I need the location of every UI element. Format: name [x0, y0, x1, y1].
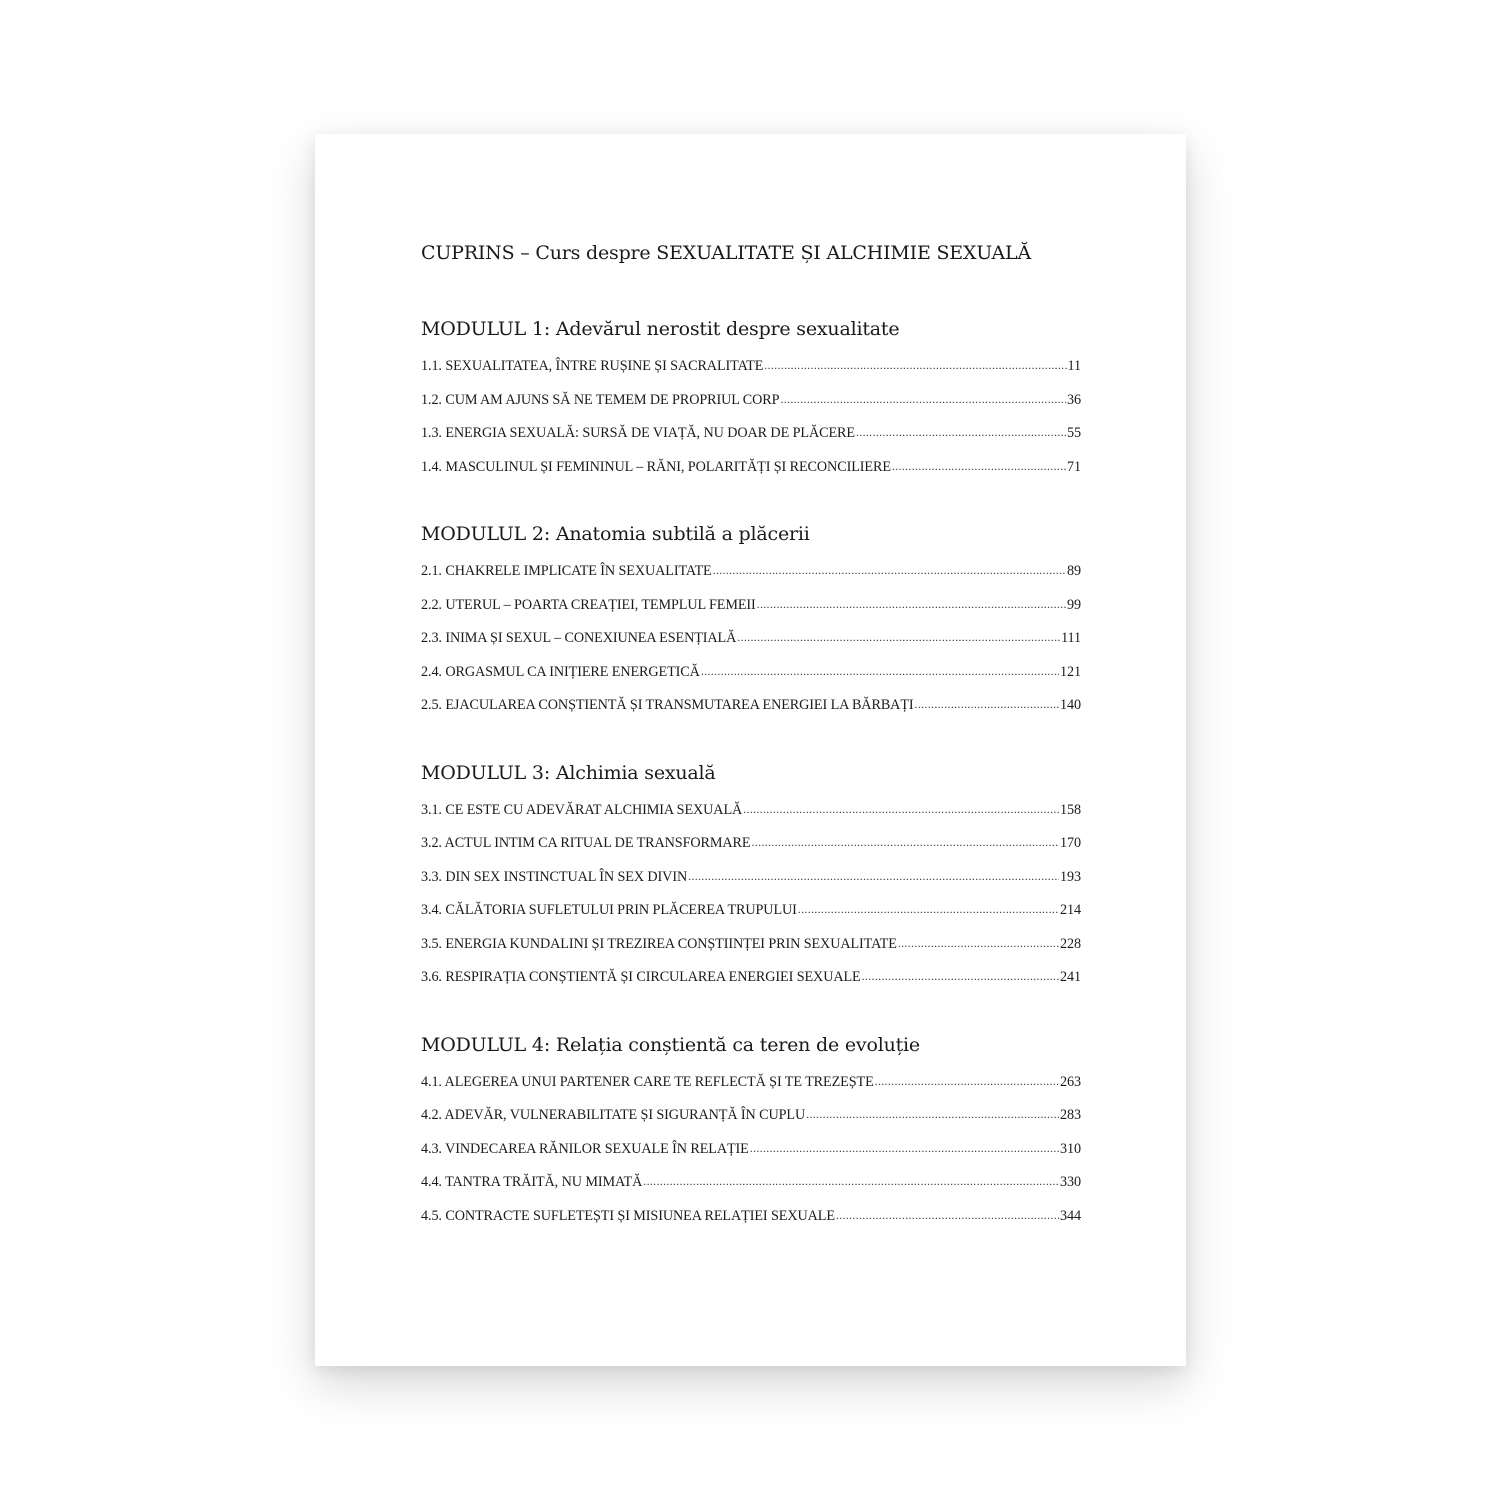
toc-entry[interactable] [421, 902, 1081, 936]
dot-leader [751, 835, 1059, 850]
toc-entry[interactable] [421, 563, 1081, 597]
toc-entry[interactable] [421, 1141, 1081, 1175]
toc-entry-label: 2.2. UTERUL – POARTA CREAȚIEI, TEMPLUL FEMEII [421, 596, 756, 613]
dot-leader [836, 1208, 1059, 1223]
toc-entry-page-number: 344 [1060, 1207, 1081, 1224]
module-title: MODULUL 2: Anatomia subtilă a plăcerii [421, 523, 810, 545]
toc-entry-page-number: 99 [1067, 596, 1081, 613]
toc-entry-label: 3.5. ENERGIA KUNDALINI ȘI TREZIREA CONȘTIINȚEI PRIN SEXUALITATE [421, 935, 897, 952]
toc-entry-label: 3.1. CE ESTE CU ADEVĂRAT ALCHIMIA SEXUALĂ [421, 801, 743, 818]
toc-entry[interactable] [421, 664, 1081, 698]
module-title: MODULUL 1: Adevărul nerostit despre sexualitate [421, 318, 900, 340]
toc-entry-label: 4.5. CONTRACTE SUFLETEȘTI ȘI MISIUNEA RELAȚIEI SEXUALE [421, 1207, 835, 1224]
toc-entry-label: 2.3. INIMA ȘI SEXUL – CONEXIUNEA ESENȚIALĂ [421, 630, 737, 646]
table-of-contents [421, 238, 1081, 1241]
toc-entry-page-number: 158 [1060, 801, 1081, 818]
toc-entry[interactable] [421, 1107, 1081, 1141]
module-section [421, 758, 1081, 1003]
toc-entry-page-number: 170 [1060, 835, 1081, 851]
dot-leader [898, 936, 1059, 951]
document-page [315, 134, 1186, 1366]
toc-entry[interactable] [421, 969, 1081, 1003]
toc-entry[interactable] [421, 1074, 1081, 1108]
dot-leader [743, 802, 1059, 817]
toc-entry[interactable] [421, 392, 1081, 426]
module-entries [421, 358, 1081, 492]
toc-entry-label: 2.1. CHAKRELE IMPLICATE ÎN SEXUALITATE [421, 563, 712, 579]
toc-entry-page-number: 241 [1060, 969, 1081, 985]
toc-entry-label: 4.3. VINDECAREA RĂNILOR SEXUALE ÎN RELAȚIE [421, 1140, 749, 1157]
dot-leader [701, 664, 1059, 679]
toc-entry-label: 1.4. MASCULINUL ȘI FEMININUL – RĂNI, POLARITĂȚI ȘI RECONCILIERE [421, 458, 891, 475]
dot-leader [713, 563, 1066, 578]
dot-leader [737, 630, 1060, 645]
module-section [421, 519, 1081, 731]
dot-leader [892, 459, 1066, 474]
toc-entry-page-number: 310 [1060, 1140, 1081, 1157]
toc-entry-label: 3.2. ACTUL INTIM CA RITUAL DE TRANSFORMARE [421, 835, 751, 851]
toc-entry-label: 2.5. EJACULAREA CONȘTIENTĂ ȘI TRANSMUTAREA ENERGIEI LA BĂRBAȚI [421, 697, 914, 713]
module-section [421, 314, 1081, 492]
toc-entry-label: 3.3. DIN SEX INSTINCTUAL ÎN SEX DIVIN [421, 868, 688, 885]
toc-entry[interactable] [421, 1174, 1081, 1208]
dot-leader [806, 1107, 1059, 1122]
toc-entry-page-number: 193 [1060, 868, 1081, 885]
toc-entry-label: 1.1. SEXUALITATEA, ÎNTRE RUȘINE ȘI SACRALITATE [421, 358, 764, 374]
dot-leader [764, 358, 1066, 373]
dot-leader [875, 1074, 1059, 1089]
toc-entry-page-number: 140 [1060, 697, 1081, 713]
dot-leader [798, 902, 1059, 917]
toc-entry-page-number: 11 [1067, 358, 1081, 374]
module-title: MODULUL 3: Alchimia sexuală [421, 761, 716, 784]
module-entries [421, 563, 1081, 731]
toc-entry-label: 4.4. TANTRA TRĂITĂ, NU MIMATĂ [421, 1174, 643, 1190]
toc-entry-page-number: 55 [1067, 425, 1081, 441]
toc-entry-page-number: 121 [1060, 663, 1081, 680]
dot-leader [757, 597, 1066, 612]
toc-entry[interactable] [421, 630, 1081, 664]
toc-entry-page-number: 36 [1067, 391, 1081, 408]
toc-entry[interactable] [421, 459, 1081, 493]
module-section [421, 1030, 1081, 1242]
toc-entry-page-number: 283 [1060, 1107, 1081, 1123]
dot-leader [856, 425, 1066, 440]
toc-entry-page-number: 214 [1060, 902, 1081, 918]
toc-entry-label: 4.1. ALEGEREA UNUI PARTENER CARE TE REFLECTĂ ȘI TE TREZEȘTE [421, 1073, 874, 1090]
toc-entry-page-number: 89 [1067, 563, 1081, 579]
document-title: CUPRINS – Curs despre SEXUALITATE ȘI ALCHIMIE SEXUALĂ [421, 242, 1031, 264]
toc-entry-page-number: 330 [1060, 1174, 1081, 1190]
dot-leader [643, 1174, 1059, 1189]
modules-list [421, 314, 1081, 1241]
toc-entry-label: 3.4. CĂLĂTORIA SUFLETULUI PRIN PLĂCEREA TRUPULUI [421, 902, 797, 918]
dot-leader [688, 869, 1059, 884]
dot-leader [915, 697, 1060, 712]
toc-entry[interactable] [421, 597, 1081, 631]
toc-entry[interactable] [421, 835, 1081, 869]
toc-entry-label: 3.6. RESPIRAȚIA CONȘTIENTĂ ȘI CIRCULAREA ENERGIEI SEXUALE [421, 969, 861, 985]
toc-entry-page-number: 228 [1060, 935, 1081, 952]
toc-entry[interactable] [421, 1208, 1081, 1242]
toc-entry-label: 1.2. CUM AM AJUNS SĂ NE TEMEM DE PROPRIUL CORP [421, 391, 780, 408]
toc-entry[interactable] [421, 358, 1081, 392]
dot-leader [750, 1141, 1059, 1156]
toc-entry[interactable] [421, 802, 1081, 836]
toc-entry-label: 1.3. ENERGIA SEXUALĂ: SURSĂ DE VIAȚĂ, NU DOAR DE PLĂCERE [421, 425, 855, 441]
toc-entry-page-number: 71 [1067, 458, 1081, 475]
toc-entry-label: 2.4. ORGASMUL CA INIȚIERE ENERGETICĂ [421, 663, 700, 680]
module-entries [421, 1074, 1081, 1242]
toc-entry[interactable] [421, 869, 1081, 903]
dot-leader [862, 969, 1059, 984]
toc-entry-label: 4.2. ADEVĂR, VULNERABILITATE ȘI SIGURANȚĂ ÎN CUPLU [421, 1107, 806, 1123]
toc-entry[interactable] [421, 697, 1081, 731]
module-entries [421, 802, 1081, 1003]
dot-leader [780, 392, 1066, 407]
toc-entry-page-number: 263 [1060, 1073, 1081, 1090]
toc-entry[interactable] [421, 936, 1081, 970]
module-title: MODULUL 4: Relația conștientă ca teren de evoluție [421, 1033, 920, 1056]
toc-entry-page-number: 111 [1061, 630, 1081, 646]
toc-entry[interactable] [421, 425, 1081, 459]
